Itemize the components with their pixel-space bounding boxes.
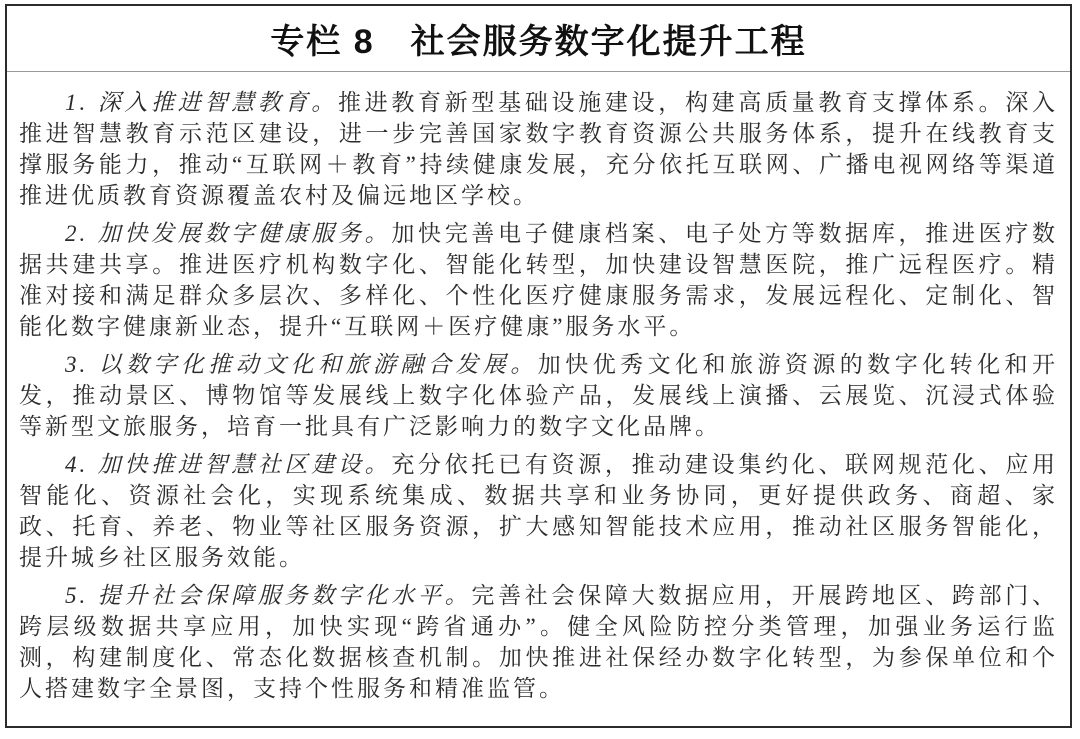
paragraph-1: [19, 87, 1058, 211]
paragraph-3-lead: 3. 以数字化推动文化和旅游融合发展。: [65, 352, 538, 377]
paragraph-2-lead: 2. 加快发展数字健康服务。: [65, 221, 392, 246]
panel-body: [7, 72, 1070, 704]
paragraph-2-text: 加快完善电子健康档案、电子处方等数据库，推进医疗数据共建共享。推进医疗机构数字化、智能化转型，加快建设智慧医院，推广远程医疗。精准对接和满足群众多层次、多样化、个性化医疗健康服务需求，发展远程化、定制化、智能化数字健康新业态，提升“互联网＋医疗健康”服务水平。: [19, 221, 1059, 339]
paragraph-3-text: 加快优秀文化和旅游资源的数字化转化和开发，推动景区、博物馆等发展线上数字化体验产品，发展线上演播、云展览、沉浸式体验等新型文旅服务，培育一批具有广泛影响力的数字文化品牌。: [19, 352, 1059, 439]
paragraph-4-text: 充分依托已有资源，推动建设集约化、联网规范化、应用智能化、资源社会化，实现系统集成、数据共享和业务协同，更好提供政务、商超、家政、托育、养老、物业等社区服务资源，扩大感知智能技术应用，推动社区服务智能化，提升城乡社区服务效能。: [19, 452, 1059, 570]
paragraph-3: [19, 349, 1058, 442]
paragraph-5-lead: 5. 提升社会保障服务数字化水平。: [65, 583, 472, 608]
paragraph-5: [19, 580, 1058, 704]
panel-title: 专栏 8 社会服务数字化提升工程: [7, 6, 1070, 72]
paragraph-1-lead: 1. 深入推进智慧教育。: [65, 90, 338, 115]
paragraph-1-text: 推进教育新型基础设施建设，构建高质量教育支撑体系。深入推进智慧教育示范区建设，进一步完善国家数字教育资源公共服务体系，提升在线教育支撑服务能力，推动“互联网＋教育”持续健康发展，充分依托互联网、广播电视网络等渠道推进优质教育资源覆盖农村及偏远地区学校。: [19, 90, 1059, 208]
paragraph-4: [19, 449, 1058, 573]
column-8-box: [5, 4, 1072, 728]
paragraph-2: [19, 218, 1058, 342]
paragraph-4-lead: 4. 加快推进智慧社区建设。: [65, 452, 392, 477]
paragraph-5-text: 完善社会保障大数据应用，开展跨地区、跨部门、跨层级数据共享应用，加快实现“跨省通办”。健全风险防控分类管理，加强业务运行监测，构建制度化、常态化数据核查机制。加快推进社保经办数字化转型，为参保单位和个人搭建数字全景图，支持个性服务和精准监管。: [19, 583, 1059, 701]
